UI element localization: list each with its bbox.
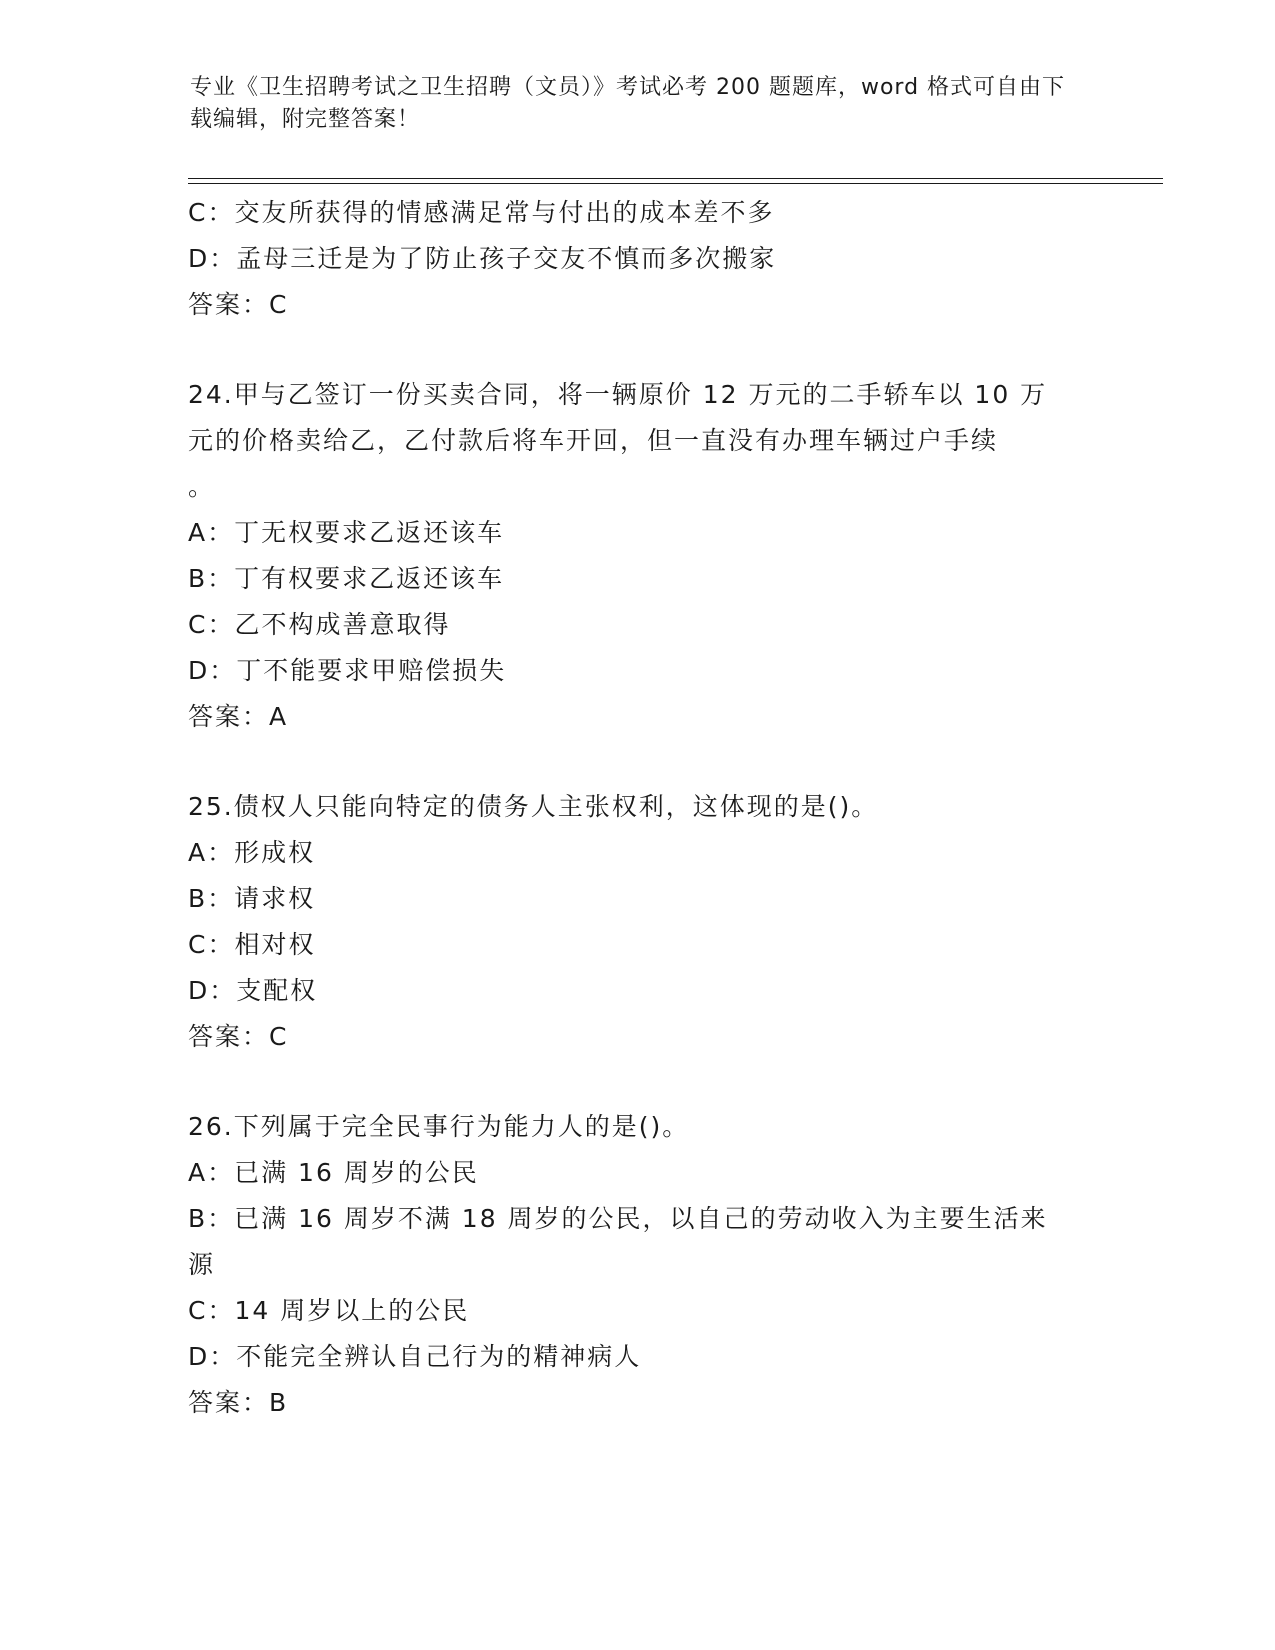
option-b-continued: 源 [188, 1250, 216, 1279]
option-b: B：已满 16 周岁不满 18 周岁的公民，以自己的劳动收入为主要生活来 [188, 1204, 1048, 1233]
option-c: C：相对权 [188, 930, 316, 959]
option-c: C：交友所获得的情感满足常与付出的成本差不多 [188, 198, 775, 227]
option-d: D：不能完全辨认自己行为的精神病人 [188, 1342, 642, 1371]
question-25 [188, 784, 1078, 1060]
header-divider-bottom [188, 183, 1163, 184]
spacer [188, 740, 1078, 784]
option-c: C：14 周岁以上的公民 [188, 1296, 470, 1325]
question-stem: 25.债权人只能向特定的债务人主张权利，这体现的是()。 [188, 792, 879, 821]
header-divider-top [188, 178, 1163, 179]
question-stem: 。 [188, 472, 216, 501]
question-24 [188, 372, 1078, 740]
document-header: 专业《卫生招聘考试之卫生招聘（文员）》考试必考 200 题题库，word 格式可自由下载编辑，附完整答案！ [190, 75, 1066, 132]
option-b: B：丁有权要求乙返还该车 [188, 564, 505, 593]
question-stem: 元的价格卖给乙，乙付款后将车开回，但一直没有办理车辆过户手续 [188, 426, 999, 455]
answer-line: 答案：A [188, 702, 289, 731]
spacer [188, 328, 1078, 372]
option-c: C：乙不构成善意取得 [188, 610, 451, 639]
option-a: A：丁无权要求乙返还该车 [188, 518, 505, 547]
question-stem: 24.甲与乙签订一份买卖合同，将一辆原价 12 万元的二手轿车以 10 万 [188, 380, 1048, 409]
option-a: A：已满 16 周岁的公民 [188, 1158, 479, 1187]
option-d: D：支配权 [188, 976, 318, 1005]
question-content [188, 190, 1078, 1426]
question-26 [188, 1104, 1078, 1426]
option-b: B：请求权 [188, 884, 316, 913]
prev-question-block [188, 190, 1078, 328]
option-a: A：形成权 [188, 838, 316, 867]
option-d: D：孟母三迁是为了防止孩子交友不慎而多次搬家 [188, 244, 777, 273]
question-stem: 26.下列属于完全民事行为能力人的是()。 [188, 1112, 690, 1141]
spacer [188, 1060, 1078, 1104]
option-d: D：丁不能要求甲赔偿损失 [188, 656, 507, 685]
answer-line: 答案：B [188, 1388, 289, 1417]
answer-line: 答案：C [188, 290, 289, 319]
answer-line: 答案：C [188, 1022, 289, 1051]
